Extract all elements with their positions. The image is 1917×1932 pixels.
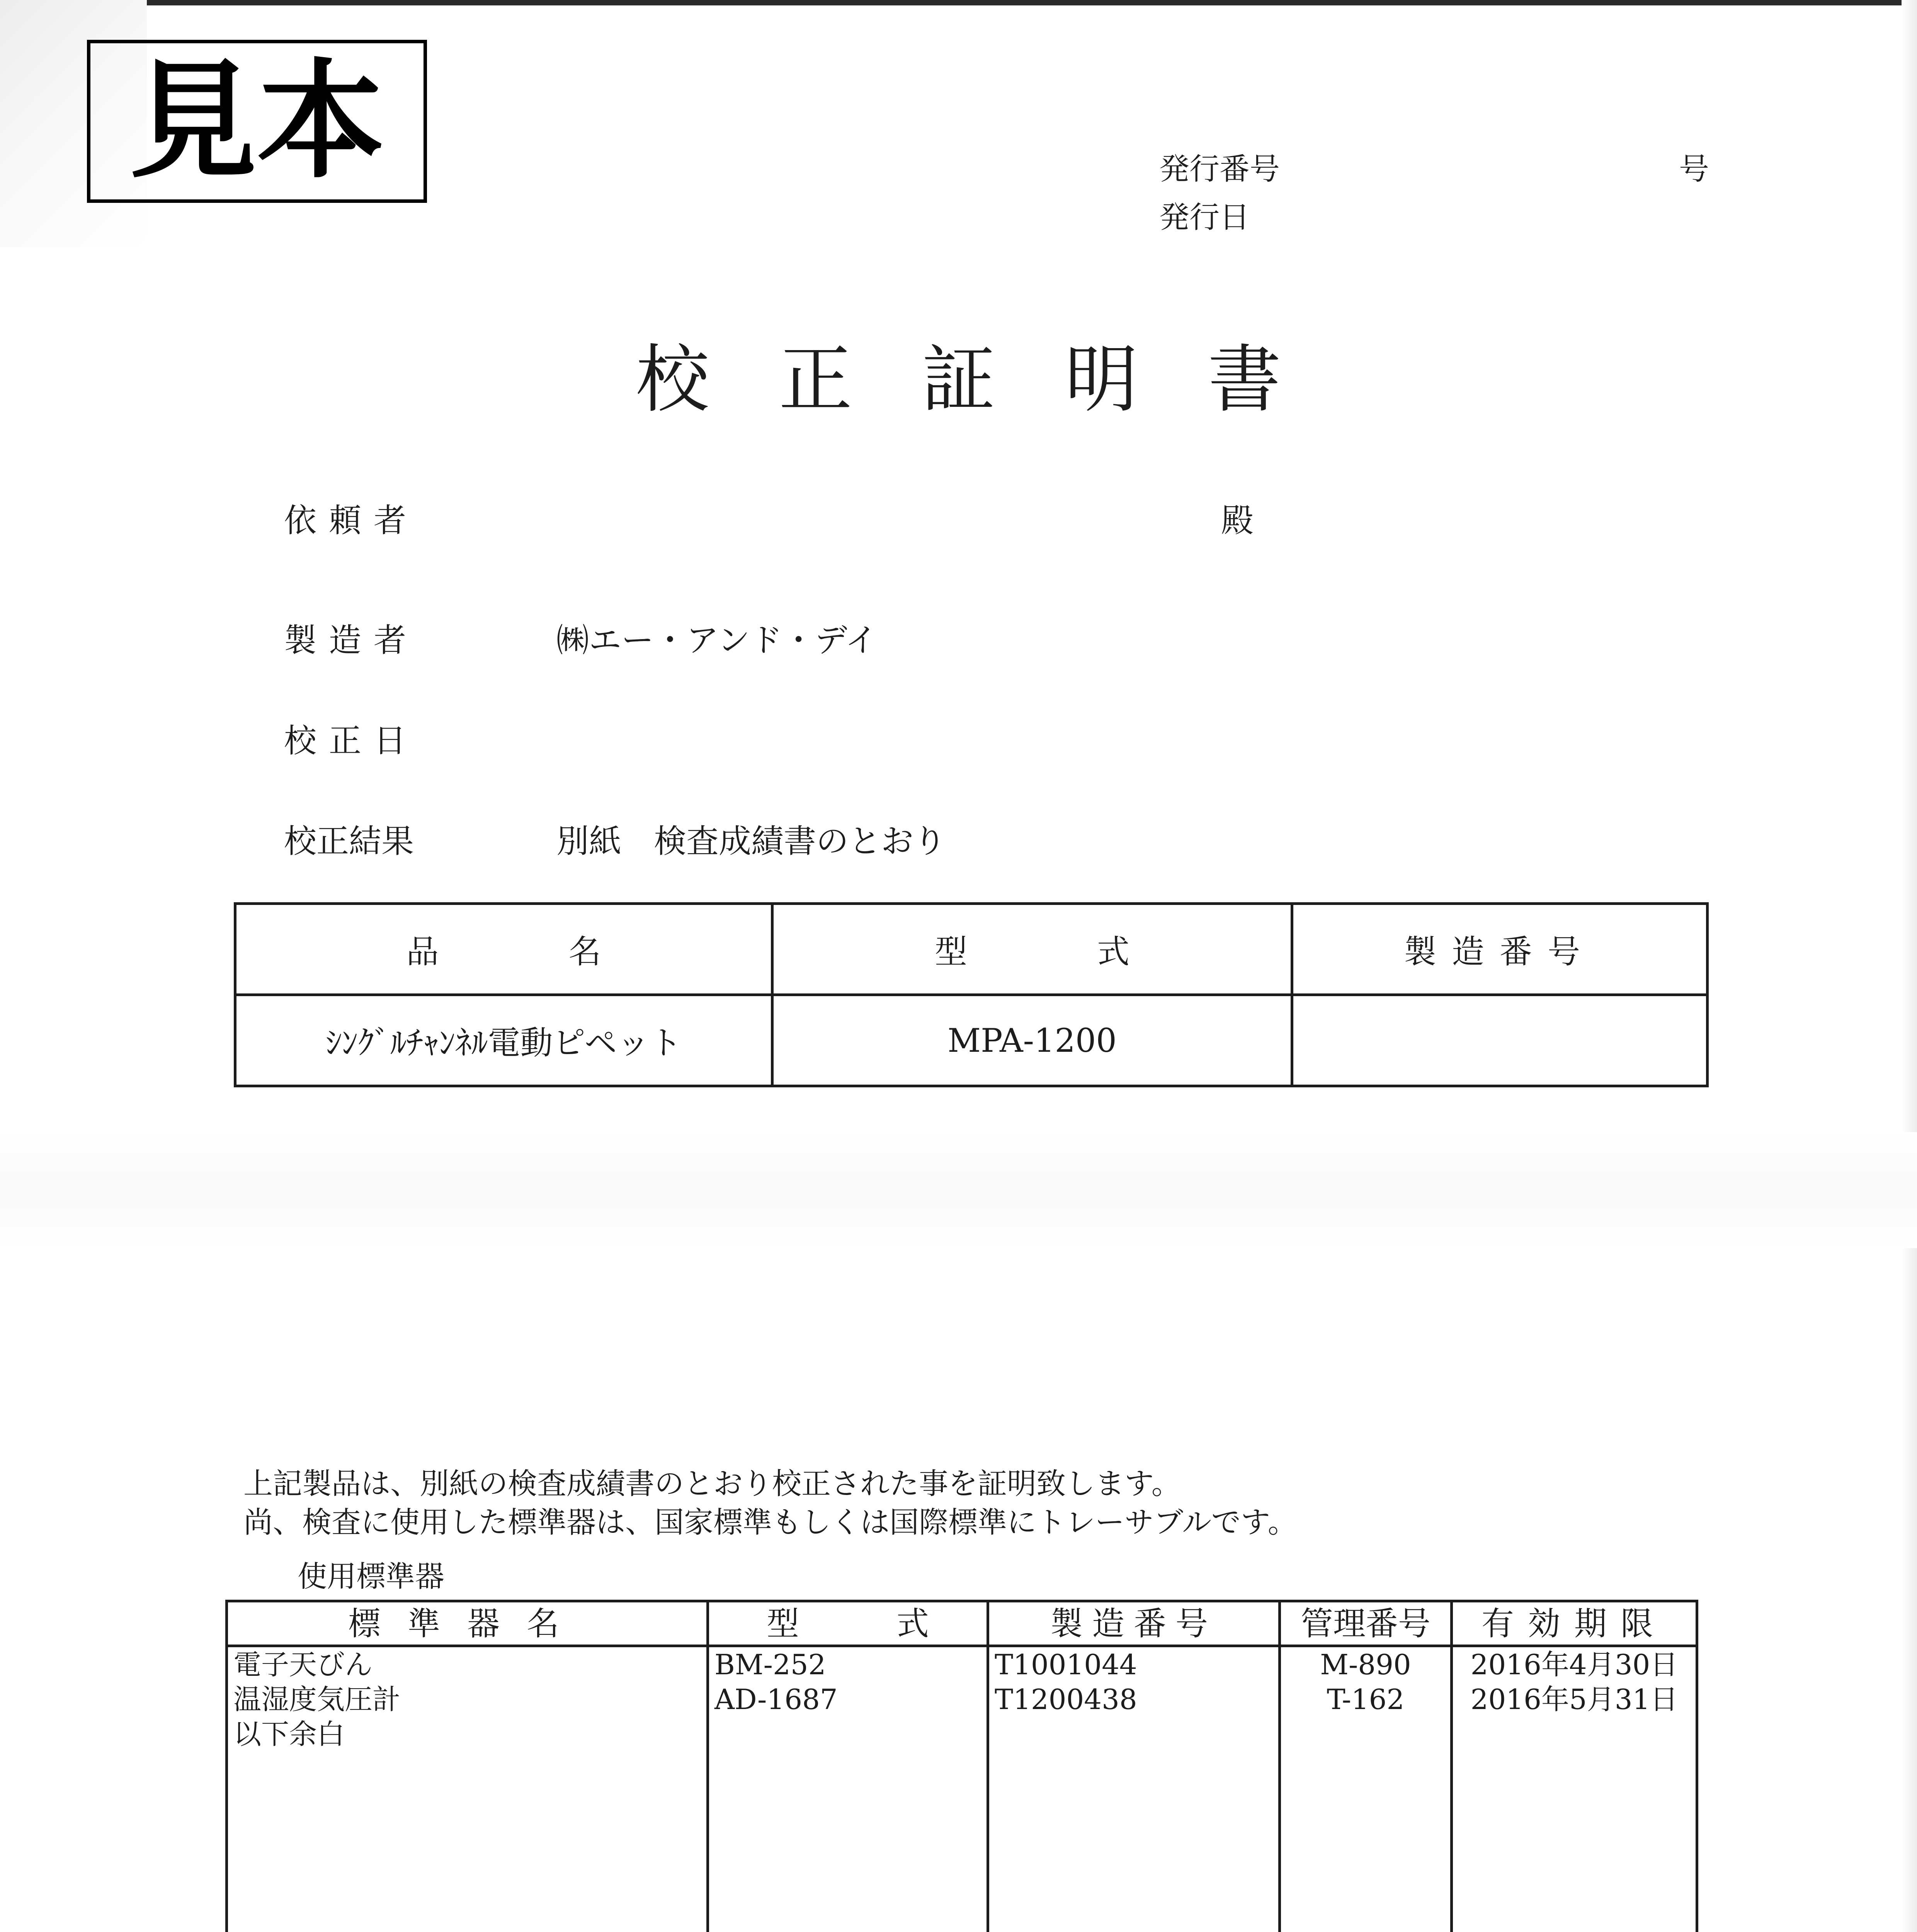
scan-band: [0, 1132, 1917, 1248]
std-serial-header: 製造番号: [988, 1601, 1280, 1646]
sample-stamp: 見本: [87, 40, 427, 203]
product-table: [234, 902, 1709, 1087]
table-row: [227, 1717, 1697, 1932]
std-model-cell: AD-1687: [708, 1682, 988, 1717]
issue-number-suffix: 号: [1679, 152, 1709, 187]
std-model-cell: BM-252: [708, 1646, 988, 1682]
std-expiry-cell: 2016年4月30日: [1452, 1646, 1697, 1682]
product-serial-header: 製造番号: [1292, 904, 1708, 995]
std-control-cell: T-162: [1280, 1682, 1452, 1717]
std-model-cell: [708, 1717, 988, 1932]
table-row: [235, 995, 1708, 1086]
product-serial-cell: [1292, 995, 1708, 1086]
issue-number-label: 発行番号: [1159, 152, 1280, 187]
product-model-cell: MPA-1200: [772, 995, 1292, 1086]
standards-table: [225, 1600, 1698, 1932]
calibration-result-value: 別紙 検査成績書のとおり: [556, 822, 946, 860]
calibration-date-label: 校正日: [284, 722, 419, 760]
standards-caption: 使用標準器: [298, 1559, 444, 1594]
std-control-cell: [1280, 1717, 1452, 1932]
calibration-result-label: 校正結果: [284, 822, 414, 860]
manufacturer-value: ㈱エー・アンド・デイ: [556, 621, 878, 659]
scan-top-edge: [0, 0, 1917, 5]
product-table-header: [235, 904, 1708, 995]
std-serial-cell: T1001044: [988, 1646, 1280, 1682]
manufacturer-label: 製造者: [284, 621, 419, 659]
std-serial-cell: [988, 1717, 1280, 1932]
std-expiry-cell: 2016年5月31日: [1452, 1682, 1697, 1717]
statement-line-2: 尚、検査に使用した標準器は、国家標準もしくは国際標準にトレーサブルです。: [243, 1505, 1297, 1539]
table-row: [227, 1682, 1697, 1717]
std-expiry-cell: [1452, 1717, 1697, 1932]
scan-right-edge: [1902, 0, 1917, 1932]
requester-label: 依頼者: [284, 502, 419, 539]
product-model-header: 型 式: [772, 904, 1292, 995]
table-row: [227, 1646, 1697, 1682]
product-name-header: 品 名: [235, 904, 772, 995]
std-name-header: 標準器名: [227, 1601, 708, 1646]
std-serial-cell: T1200438: [988, 1682, 1280, 1717]
std-control-header: 管理番号: [1280, 1601, 1452, 1646]
document-title: 校正証明書: [636, 337, 1351, 422]
std-expiry-header: 有効期限: [1452, 1601, 1697, 1646]
std-name-cell: 以下余白: [227, 1717, 708, 1932]
std-model-header: 型 式: [708, 1601, 988, 1646]
std-control-cell: M-890: [1280, 1646, 1452, 1682]
issue-date-label: 発行日: [1159, 200, 1250, 235]
requester-honorific: 殿: [1221, 502, 1254, 539]
product-name-cell: ｼﾝｸﾞﾙﾁｬﾝﾈﾙ電動ピペット: [235, 995, 772, 1086]
std-name-cell: 電子天びん: [227, 1646, 708, 1682]
std-name-cell: 温湿度気圧計: [227, 1682, 708, 1717]
standards-table-header: [227, 1601, 1697, 1646]
statement-line-1: 上記製品は、別紙の検査成績書のとおり校正された事を証明致します。: [243, 1466, 1181, 1501]
